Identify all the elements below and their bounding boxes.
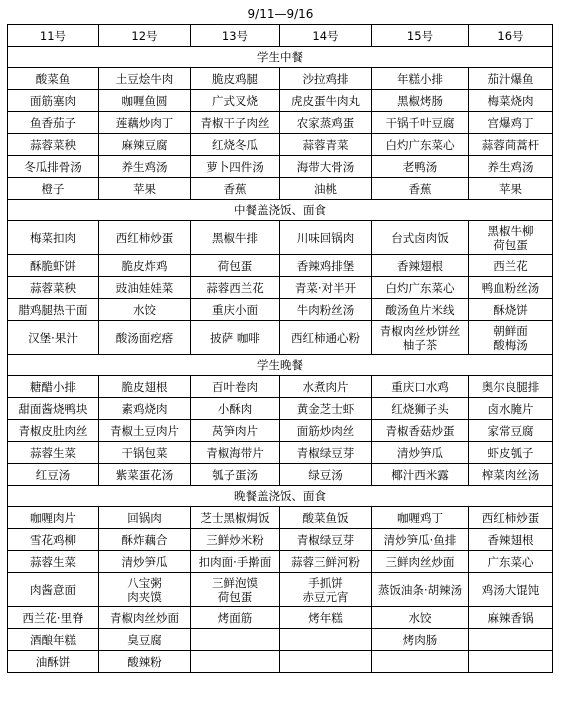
menu-row <box>8 90 553 112</box>
dish-cell: 荷包蛋 <box>191 255 280 277</box>
dish-cell: 酥炸藕合 <box>99 529 191 551</box>
menu-row <box>8 68 553 90</box>
dish-cell: 牛肉粉丝汤 <box>280 299 372 321</box>
menu-row <box>8 221 553 255</box>
weekly-menu-table <box>7 24 553 673</box>
section-title: 学生晚餐 <box>8 355 553 376</box>
dish-cell: 烤肉肠 <box>372 629 469 651</box>
dish-cell: 西红柿通心粉 <box>280 321 372 355</box>
section-header-row <box>8 47 553 68</box>
dish-cell: 西红柿炒蛋 <box>469 507 553 529</box>
dish-cell: 红豆汤 <box>8 464 99 486</box>
dish-cell: 芝士黑椒焗饭 <box>191 507 280 529</box>
day-header: 12号 <box>99 25 191 47</box>
dish-cell: 蒜蓉生菜 <box>8 442 99 464</box>
dish-cell: 台式卤肉饭 <box>372 221 469 255</box>
dish-cell: 黄金芝士虾 <box>280 398 372 420</box>
dish-cell: 三鲜泡馍 荷包蛋 <box>191 573 280 607</box>
dish-cell: 紫菜蛋花汤 <box>99 464 191 486</box>
day-header: 13号 <box>191 25 280 47</box>
day-header: 16号 <box>469 25 553 47</box>
dish-cell: 青椒肉丝炒饼丝 柚子茶 <box>372 321 469 355</box>
day-header: 14号 <box>280 25 372 47</box>
menu-row <box>8 321 553 355</box>
dish-cell: 白灼广东菜心 <box>372 134 469 156</box>
dish-cell: 青菜·对半开 <box>280 277 372 299</box>
menu-row <box>8 255 553 277</box>
dish-cell: 莴笋肉片 <box>191 420 280 442</box>
dish-cell: 广式叉烧 <box>191 90 280 112</box>
dish-cell: 瓠子蛋汤 <box>191 464 280 486</box>
dish-cell: 咖喱鸡丁 <box>372 507 469 529</box>
dish-cell: 小酥肉 <box>191 398 280 420</box>
menu-row <box>8 299 553 321</box>
menu-row <box>8 507 553 529</box>
dish-cell: 红烧冬瓜 <box>191 134 280 156</box>
dish-cell: 蒜蓉西兰花 <box>191 277 280 299</box>
dish-cell: 川味回锅肉 <box>280 221 372 255</box>
dish-cell: 冬瓜排骨汤 <box>8 156 99 178</box>
menu-row <box>8 398 553 420</box>
section-title: 学生中餐 <box>8 47 553 68</box>
section-header-row <box>8 200 553 221</box>
dish-cell: 虎皮蛋牛肉丸 <box>280 90 372 112</box>
menu-row <box>8 651 553 673</box>
dish-cell: 咖喱肉片 <box>8 507 99 529</box>
dish-cell: 卤水腌片 <box>469 398 553 420</box>
dish-cell: 西兰花·里脊 <box>8 607 99 629</box>
menu-body <box>8 25 553 673</box>
menu-row <box>8 134 553 156</box>
dish-cell: 榨菜肉丝汤 <box>469 464 553 486</box>
dish-cell: 土豆烩牛肉 <box>99 68 191 90</box>
dish-cell: 汉堡·果汁 <box>8 321 99 355</box>
menu-row <box>8 529 553 551</box>
dish-cell: 脆皮翅根 <box>99 376 191 398</box>
dish-cell: 蒜蓉菜秧 <box>8 277 99 299</box>
dish-cell: 油酥饼 <box>8 651 99 673</box>
dish-cell: 虾皮瓠子 <box>469 442 553 464</box>
dish-cell: 年糕小排 <box>372 68 469 90</box>
dish-cell <box>372 651 469 673</box>
dish-cell: 扣肉面·手擀面 <box>191 551 280 573</box>
dish-cell: 重庆小面 <box>191 299 280 321</box>
dish-cell: 百叶卷肉 <box>191 376 280 398</box>
dish-cell <box>280 651 372 673</box>
dish-cell: 黑椒牛柳 荷包蛋 <box>469 221 553 255</box>
dish-cell: 酥烧饼 <box>469 299 553 321</box>
dish-cell <box>280 629 372 651</box>
day-header: 15号 <box>372 25 469 47</box>
menu-row <box>8 178 553 200</box>
dish-cell: 鸭血粉丝汤 <box>469 277 553 299</box>
dish-cell: 酸菜鱼 <box>8 68 99 90</box>
dish-cell: 青椒绿豆芽 <box>280 529 372 551</box>
dish-cell: 面筋炒肉丝 <box>280 420 372 442</box>
dish-cell: 青椒肉丝炒面 <box>99 607 191 629</box>
dish-cell: 苹果 <box>469 178 553 200</box>
dish-cell: 广东菜心 <box>469 551 553 573</box>
dish-cell: 红烧狮子头 <box>372 398 469 420</box>
dish-cell: 黑椒烤肠 <box>372 90 469 112</box>
dish-cell: 酸辣粉 <box>99 651 191 673</box>
dish-cell: 酒酿年糕 <box>8 629 99 651</box>
dish-cell: 清炒笋瓜·鱼排 <box>372 529 469 551</box>
dish-cell: 油桃 <box>280 178 372 200</box>
dish-cell: 肉酱意面 <box>8 573 99 607</box>
dish-cell: 甜面酱烧鸭块 <box>8 398 99 420</box>
dish-cell: 重庆口水鸡 <box>372 376 469 398</box>
dish-cell: 西兰花 <box>469 255 553 277</box>
dish-cell: 三鲜肉丝炒面 <box>372 551 469 573</box>
dish-cell: 水煮肉片 <box>280 376 372 398</box>
dish-cell: 回锅肉 <box>99 507 191 529</box>
dish-cell: 青椒绿豆芽 <box>280 442 372 464</box>
dish-cell: 苹果 <box>99 178 191 200</box>
dish-cell: 水饺 <box>372 607 469 629</box>
dish-cell: 烤年糕 <box>280 607 372 629</box>
dish-cell: 茄汁爆鱼 <box>469 68 553 90</box>
menu-row <box>8 112 553 134</box>
section-title: 晚餐盖浇饭、面食 <box>8 486 553 507</box>
dish-cell: 蒜蓉三鲜河粉 <box>280 551 372 573</box>
dish-cell: 青椒皮肚肉丝 <box>8 420 99 442</box>
dish-cell: 香辣翅根 <box>469 529 553 551</box>
dish-cell: 干锅包菜 <box>99 442 191 464</box>
dish-cell: 酸汤鱼片米线 <box>372 299 469 321</box>
menu-row <box>8 464 553 486</box>
dish-cell: 咖喱鱼圆 <box>99 90 191 112</box>
section-title: 中餐盖浇饭、面食 <box>8 200 553 221</box>
dish-cell: 臭豆腐 <box>99 629 191 651</box>
dish-cell: 三鲜炒米粉 <box>191 529 280 551</box>
dish-cell: 豉油娃娃菜 <box>99 277 191 299</box>
dish-cell <box>191 629 280 651</box>
dish-cell: 梅菜烧肉 <box>469 90 553 112</box>
dish-cell: 烤面筋 <box>191 607 280 629</box>
section-header-row <box>8 355 553 376</box>
dish-cell <box>469 651 553 673</box>
dish-cell: 宫爆鸡丁 <box>469 112 553 134</box>
dish-cell: 面筋塞肉 <box>8 90 99 112</box>
dish-cell: 奥尔良腿排 <box>469 376 553 398</box>
dish-cell: 雪花鸡柳 <box>8 529 99 551</box>
dish-cell: 素鸡烧肉 <box>99 398 191 420</box>
dish-cell: 萝卜四件汤 <box>191 156 280 178</box>
dish-cell: 农家蒸鸡蛋 <box>280 112 372 134</box>
dish-cell: 香蕉 <box>191 178 280 200</box>
dish-cell <box>469 629 553 651</box>
dish-cell: 梅菜扣肉 <box>8 221 99 255</box>
menu-row <box>8 442 553 464</box>
dish-cell: 老鸭汤 <box>372 156 469 178</box>
menu-row <box>8 629 553 651</box>
day-header: 11号 <box>8 25 99 47</box>
dish-cell: 鸡汤大馄饨 <box>469 573 553 607</box>
menu-row <box>8 420 553 442</box>
menu-row <box>8 277 553 299</box>
dish-cell: 青椒海带片 <box>191 442 280 464</box>
dish-cell: 糖醋小排 <box>8 376 99 398</box>
menu-row <box>8 376 553 398</box>
day-header-row <box>8 25 553 47</box>
dish-cell: 麻辣豆腐 <box>99 134 191 156</box>
dish-cell: 鱼香茄子 <box>8 112 99 134</box>
dish-cell: 麻辣香锅 <box>469 607 553 629</box>
date-range-title: 9/11—9/16 <box>247 7 314 21</box>
dish-cell: 朝鲜面 酸梅汤 <box>469 321 553 355</box>
dish-cell: 手抓饼 赤豆元宵 <box>280 573 372 607</box>
dish-cell: 水饺 <box>99 299 191 321</box>
dish-cell: 香辣鸡排堡 <box>280 255 372 277</box>
dish-cell: 沙拉鸡排 <box>280 68 372 90</box>
dish-cell: 脆皮炸鸡 <box>99 255 191 277</box>
dish-cell: 八宝粥 肉夹馍 <box>99 573 191 607</box>
dish-cell: 白灼广东菜心 <box>372 277 469 299</box>
dish-cell: 黑椒牛排 <box>191 221 280 255</box>
dish-cell: 绿豆汤 <box>280 464 372 486</box>
dish-cell: 蒜蓉青菜 <box>280 134 372 156</box>
menu-row <box>8 551 553 573</box>
dish-cell: 香蕉 <box>372 178 469 200</box>
dish-cell: 家常豆腐 <box>469 420 553 442</box>
dish-cell: 青椒土豆肉片 <box>99 420 191 442</box>
section-header-row <box>8 486 553 507</box>
dish-cell: 酥脆虾饼 <box>8 255 99 277</box>
dish-cell: 蒜蓉菜秧 <box>8 134 99 156</box>
dish-cell: 脆皮鸡腿 <box>191 68 280 90</box>
dish-cell: 青椒干子肉丝 <box>191 112 280 134</box>
dish-cell: 清炒笋瓜 <box>99 551 191 573</box>
dish-cell: 蒜蓉茼蒿杆 <box>469 134 553 156</box>
dish-cell: 腊鸡腿热干面 <box>8 299 99 321</box>
dish-cell: 清炒笋瓜 <box>372 442 469 464</box>
dish-cell: 披萨 咖啡 <box>191 321 280 355</box>
dish-cell: 蒜蓉生菜 <box>8 551 99 573</box>
dish-cell: 养生鸡汤 <box>99 156 191 178</box>
dish-cell: 西红柿炒蛋 <box>99 221 191 255</box>
dish-cell: 椰汁西米露 <box>372 464 469 486</box>
dish-cell: 蒸饭油条·胡辣汤 <box>372 573 469 607</box>
dish-cell: 干锅千叶豆腐 <box>372 112 469 134</box>
dish-cell: 酸菜鱼饭 <box>280 507 372 529</box>
menu-row <box>8 573 553 607</box>
dish-cell <box>191 651 280 673</box>
dish-cell: 橙子 <box>8 178 99 200</box>
dish-cell: 青椒香菇炒蛋 <box>372 420 469 442</box>
dish-cell: 养生鸡汤 <box>469 156 553 178</box>
menu-row <box>8 607 553 629</box>
dish-cell: 酸汤面疙瘩 <box>99 321 191 355</box>
dish-cell: 海带大骨汤 <box>280 156 372 178</box>
dish-cell: 莲藕炒肉丁 <box>99 112 191 134</box>
dish-cell: 香辣翅根 <box>372 255 469 277</box>
menu-row <box>8 156 553 178</box>
